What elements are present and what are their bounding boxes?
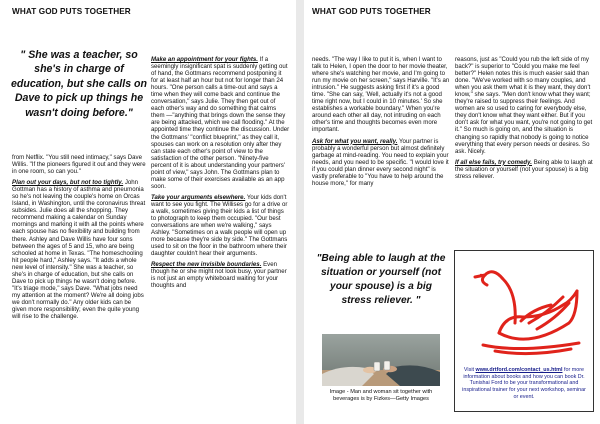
left-col2-p3-lead: Respect the new invisible boundaries. <box>151 261 262 269</box>
left-col2-p2-lead: Take your arguments elsewhere. <box>151 193 246 201</box>
right-column-1 <box>312 56 450 191</box>
right-col2-paragraph-2 <box>455 159 593 180</box>
right-col1-p2-lead: Ask for what you want, really. <box>312 137 398 145</box>
left-page <box>0 0 296 424</box>
right-col2-p2-body: Being able to laugh at the situation or yourself (not your spouse) is a big stress reliever. <box>455 158 593 180</box>
left-pull-quote: " She was a teacher, so she's in charge of education, but she calls on Dave to pick up things he wasn't doing before." <box>11 49 147 119</box>
swan-logo-icon <box>459 253 589 361</box>
left-col2-p3-body: Even though he or she might not look busy, your partner is not just an empty whiteboard waiting for your thoughts and <box>151 261 287 290</box>
page-gutter <box>296 0 304 424</box>
right-col1-p2-body: Your partner is probably a wonderful person but almost definitely garbage at mind-reading. You need to explain your needs, and you need to be specific. "I would love it if you could plan dinner every second night" is vastly preferable to "You have to help around the house more," for many <box>312 137 449 187</box>
left-col2-paragraph-3 <box>151 261 290 289</box>
right-column-2 <box>455 56 593 184</box>
right-page <box>304 0 600 424</box>
left-col1-paragraph-2 <box>12 179 146 320</box>
right-col2-p2-lead: If all else fails, try comedy. <box>455 158 532 166</box>
left-column-2 <box>151 56 290 294</box>
right-col1-paragraph-2 <box>312 138 450 187</box>
left-col2-p1-body: If a seemingly insignificant spat is suddenly getting out of hand, the Gottmans recommend postponing it for at least half an hour but not for longer than 24 hours. "One person calls a time-out and says a time when they will come back and continue the conversation," says Julie. They then get out of each other's way and do something that calms them —"anything that brings down the sense they are being attacked, which we call flooding." At the appointed time they continue the discussion. Under the Gottmans' "conflict blueprint," as they call it, spouses can work on a resolution only after they can state each other's point of view to the satisfaction of the other person. "Ninety-five percent of it is about understanding your partners' point of view," says John. The Gottmans plan to make some of their exercises available as an app soon. <box>151 56 290 190</box>
right-col1-paragraph-1: needs. "The way I like to put it is, when I want to talk to Helen, I open the door to her movie theater, where she's watching her movie, and I'm going to run my movie on her screen," says Harville. "It's an intrusion." He suggests asking first if it's a good time. "She can say, 'Well, actually it's not a good time right now, but I could in 10 minutes.' So she establishes a workable boundary." When you're around each other all day, not intruding on each other's time and thoughts becomes even more important. <box>312 56 450 134</box>
promo-text-pre: Visit <box>463 367 476 373</box>
promo-box <box>454 250 594 412</box>
left-page-header: WHAT GOD PUTS TOGETHER <box>12 7 131 16</box>
left-col1-p2-body: John Gottman has a history of asthma and pneumonia so he's not leaving the couple's home on Orcas Island, in Washington, until the coronavirus threat subsides. Julie does all the shopping. They recommend making a calendar on Sunday mornings and marking it with all the points where each spouse has no flexibility and building from there. Ashley and Dave Willis have four sons between the ages of 5 and 15, who are being schooled at home in Texas. "The homeschooling hit people hard," Ashley says. "It adds a whole new level of intensity." She was a teacher, so she's in charge of education, but she calls on Dave to pick up things he wasn't doing before. "It's triage mode," says Dave. "What jobs need my attention at the moment? We're all doing jobs we don't normally do." Any older kids can be given more responsibility; even the quite young will rise to the challenge. <box>12 179 146 321</box>
left-col2-p1-lead: Make an appointment for your fights. <box>151 56 258 63</box>
left-col2-paragraph-2 <box>151 194 290 257</box>
promo-text <box>459 367 589 401</box>
left-col2-p2-body: Your kids don't want to see you fight. The Willises go for a drive or a walk, sometimes giving their kids a list of things to photograph to keep them occupied. "Our best conversations are when we're walking," says Ashley. "Sometimes on a walk people will open up more because they're side by side." The Gottmans used to sit on the floor in the bathroom where their daughter couldn't hear their arguments. <box>151 193 288 258</box>
left-column-1 <box>12 154 146 324</box>
right-page-header: WHAT GOD PUTS TOGETHER <box>312 7 431 16</box>
left-col1-paragraph-1: from Netflix. "You still need intimacy," says Dave Willis. "If the pioneers figured it out and they were in one room, so can you." <box>12 154 146 176</box>
left-col1-p2-lead: Plan out your days, but not too tightly. <box>12 179 124 187</box>
right-col2-paragraph-1: reasons, just as "Could you rub the left side of my back?" is superior to "Could you make me feel better?" Helen notes this is much easier said than done. "We've worked with so many couples, and when you ask them what it is they want, they don't know," she says. "Men don't know what they want; they're raised to suppress their feelings. And women are so used to caring for everybody else, they don't know what they want either. But if you don't ask for what you want, you're not going to get it." So much is going on, and the situation is changing so rapidly that nobody is going to notice everything that every person needs or desires. So ask. Nicely. <box>455 56 593 155</box>
promo-text-post: for more information about books and how you can book Dr. Tunishai Ford to be your transformational and inspirational trainer for your next workshop, seminar or event. <box>462 367 586 400</box>
right-pull-quote: "Being able to laugh at the situation or yourself (not your spouse) is a big stress reliever. " <box>316 253 446 306</box>
couple-photo <box>322 334 440 386</box>
photo-caption: Image - Man and woman sit together with beverages is by Fizkes—Getty Images <box>329 389 433 402</box>
contact-link[interactable]: www.drtford.com/contact_us.html <box>475 367 563 373</box>
left-col2-paragraph-1 <box>151 56 290 190</box>
